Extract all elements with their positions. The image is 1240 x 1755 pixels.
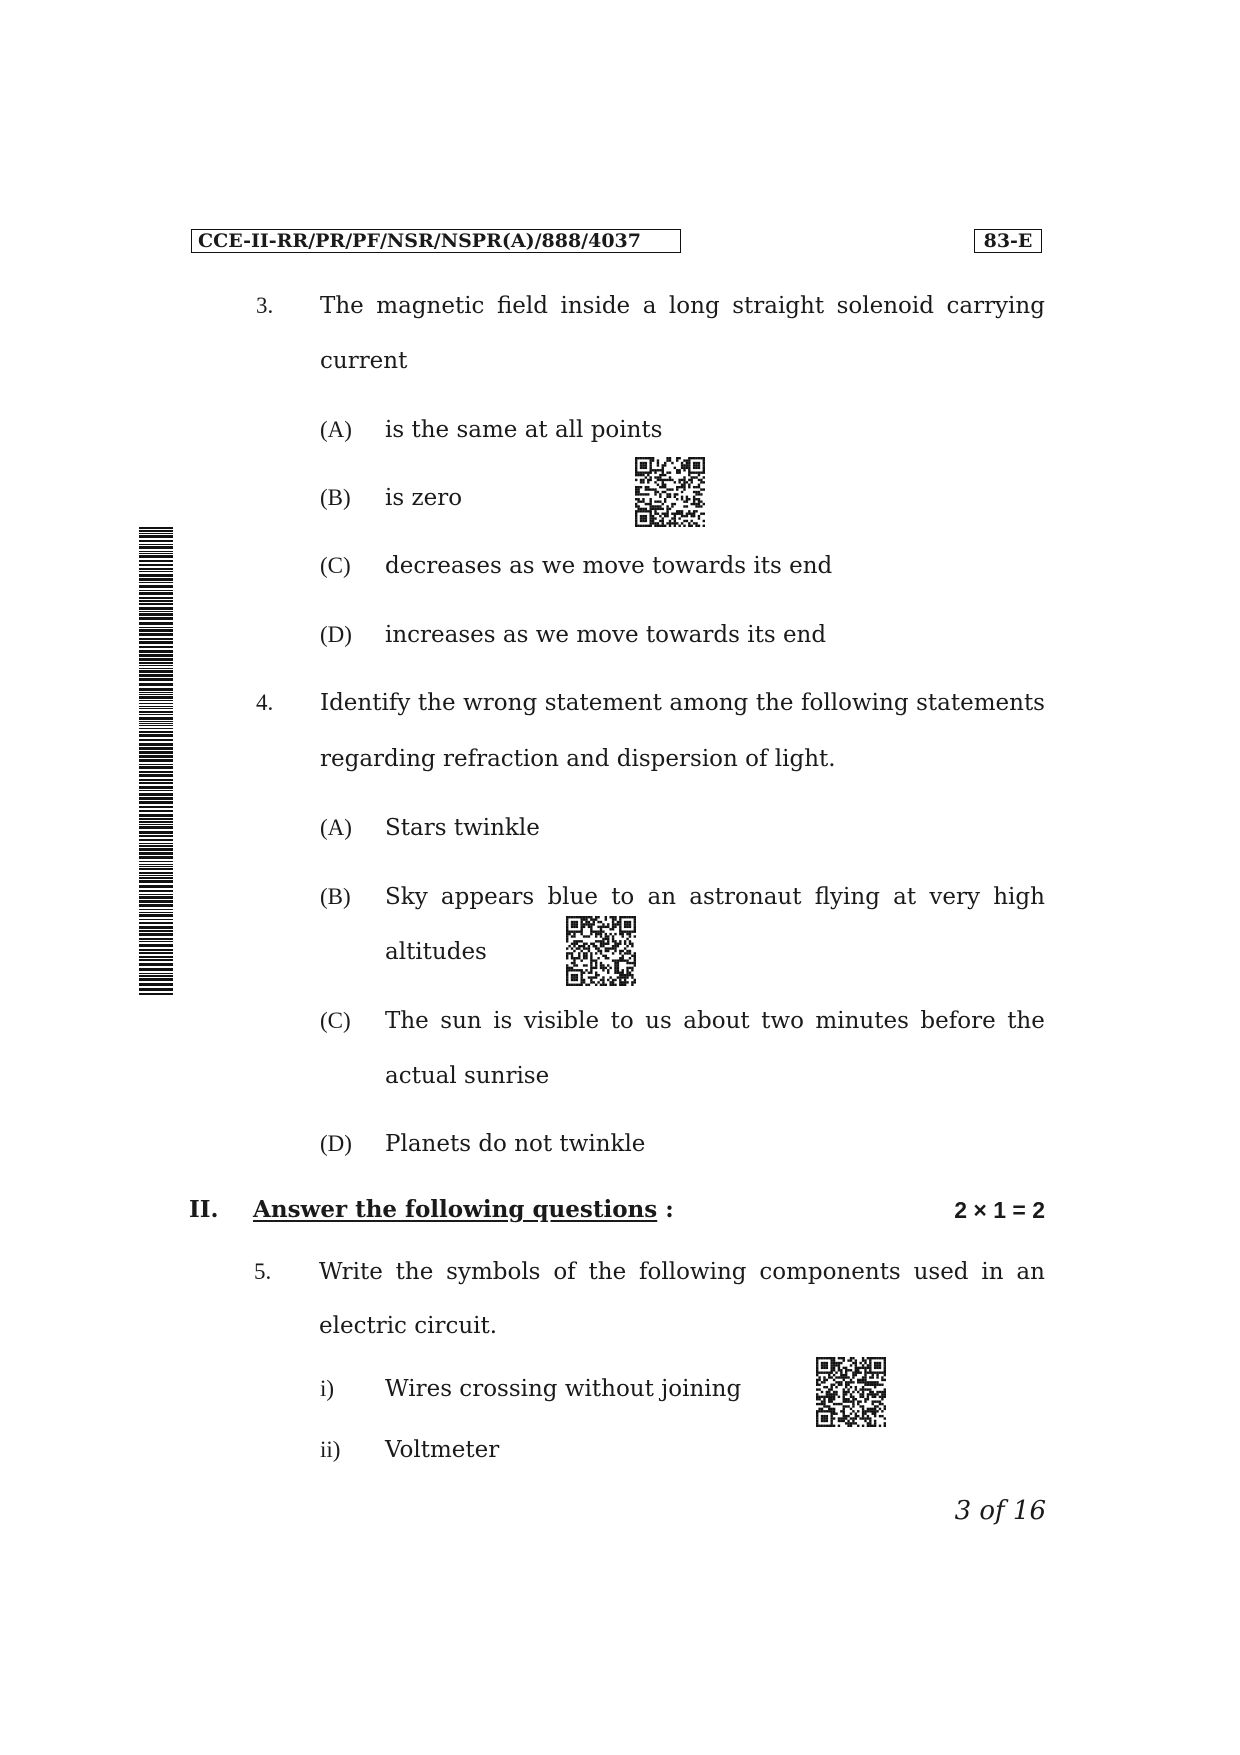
q4-option-c-label: (C) — [320, 1008, 351, 1033]
q5-number: 5. — [254, 1259, 272, 1284]
q5-item-i-text: Wires crossing without joining — [385, 1376, 742, 1402]
qr-code-icon — [816, 1357, 886, 1427]
qr-code-icon — [566, 916, 636, 986]
word: The — [385, 1008, 429, 1034]
q3-option-a-text: is the same at all points — [385, 417, 663, 443]
q3-stem-line2: current — [320, 348, 408, 374]
paper-code: CCE-II-RR/PR/PF/NSR/NSPR(A)/888/4037 — [198, 230, 642, 252]
word: at — [893, 884, 917, 910]
word: an — [647, 884, 677, 910]
word: is — [493, 1008, 513, 1034]
q5-stem-line2: electric circuit. — [319, 1313, 498, 1339]
section-number: II. — [189, 1196, 219, 1223]
q3-number: 3. — [256, 293, 274, 318]
word: astronaut — [689, 884, 802, 910]
word: an — [1016, 1259, 1045, 1285]
section-heading — [253, 1196, 674, 1224]
q4-option-a-label: (A) — [320, 815, 352, 840]
word: very — [929, 884, 980, 910]
word: used — [913, 1259, 969, 1285]
q4-option-d-label: (D) — [320, 1131, 352, 1156]
word: following — [639, 1259, 747, 1285]
word: the — [417, 690, 456, 716]
word: the — [1007, 1008, 1045, 1034]
word: the — [755, 690, 794, 716]
word: carrying — [946, 293, 1045, 319]
q4-option-c-line1 — [385, 1007, 1045, 1035]
word: statements — [916, 690, 1045, 716]
qr-code-icon — [635, 457, 705, 527]
q3-option-d-text: increases as we move towards its end — [385, 622, 827, 648]
q4-option-b-line2: altitudes — [385, 939, 487, 965]
word: before — [920, 1008, 996, 1034]
word: of — [553, 1259, 576, 1285]
q3-option-c-text: decreases as we move towards its end — [385, 553, 833, 579]
q3-option-d-label: (D) — [320, 622, 352, 647]
word: solenoid — [836, 293, 934, 319]
word: field — [496, 293, 548, 319]
word: long — [668, 293, 720, 319]
q3-option-c-label: (C) — [320, 553, 351, 578]
word: Identify — [320, 690, 411, 716]
word: high — [993, 884, 1045, 910]
q4-number: 4. — [256, 690, 274, 715]
q4-option-d-text: Planets do not twinkle — [385, 1131, 646, 1157]
q3-option-a-label: (A) — [320, 417, 352, 442]
word: to — [611, 884, 635, 910]
word: a — [642, 293, 657, 319]
word: about — [683, 1008, 750, 1034]
word: Sky — [385, 884, 428, 910]
q5-item-i-label: i) — [320, 1376, 335, 1401]
word: Write — [319, 1259, 383, 1285]
word: among — [669, 690, 749, 716]
word: statement — [544, 690, 662, 716]
q5-item-ii-label: ii) — [320, 1437, 341, 1462]
word: magnetic — [376, 293, 485, 319]
paper-number: 83-E — [983, 230, 1033, 252]
word: The — [320, 293, 364, 319]
q4-option-a-text: Stars twinkle — [385, 815, 540, 841]
word: the — [588, 1259, 627, 1285]
q4-option-b-label: (B) — [320, 884, 351, 909]
word: minutes — [815, 1008, 909, 1034]
q5-stem-line1 — [319, 1258, 1045, 1286]
word: us — [645, 1008, 672, 1034]
q4-option-c-line2: actual sunrise — [385, 1063, 550, 1089]
section-marks: 2 × 1 = 2 — [954, 1197, 1045, 1223]
word: flying — [814, 884, 880, 910]
word: in — [981, 1259, 1004, 1285]
word: to — [610, 1008, 634, 1034]
page-number: 3 of 16 — [954, 1496, 1046, 1526]
section-colon: : — [665, 1196, 674, 1223]
word: wrong — [463, 690, 538, 716]
word: symbols — [446, 1259, 541, 1285]
word: two — [761, 1008, 804, 1034]
word: sun — [440, 1008, 482, 1034]
paper-code-box — [191, 229, 681, 253]
q4-stem-line2: regarding refraction and dispersion of light. — [320, 746, 836, 772]
q3-option-b-text: is zero — [385, 485, 463, 511]
word: appears — [440, 884, 535, 910]
q4-stem-line1 — [320, 689, 1045, 717]
barcode-image — [139, 527, 173, 995]
word: blue — [547, 884, 598, 910]
q5-item-ii-text: Voltmeter — [385, 1437, 500, 1463]
q4-option-b-line1 — [385, 883, 1045, 911]
section-title: Answer the following questions — [253, 1196, 658, 1223]
q3-stem-line1 — [320, 292, 1045, 320]
word: the — [395, 1259, 434, 1285]
q3-option-b-label: (B) — [320, 485, 351, 510]
paper-number-box — [974, 229, 1042, 253]
word: following — [801, 690, 909, 716]
word: visible — [523, 1008, 600, 1034]
word: inside — [560, 293, 631, 319]
word: components — [759, 1259, 901, 1285]
word: straight — [732, 293, 825, 319]
